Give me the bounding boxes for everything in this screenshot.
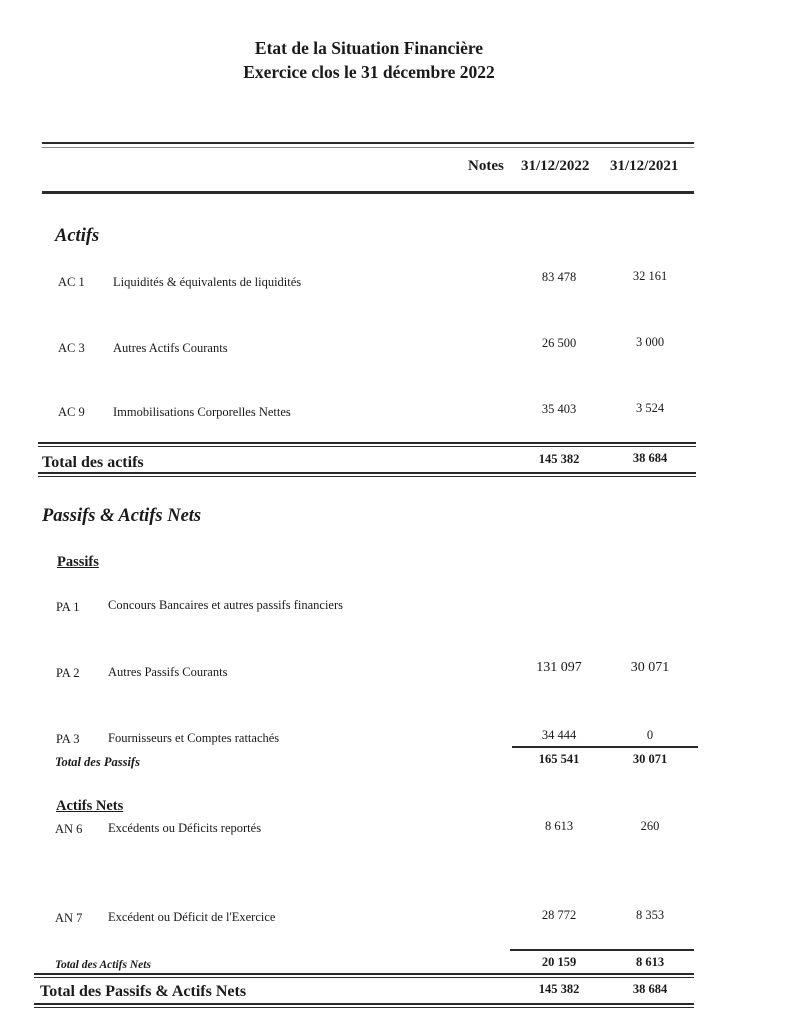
row-value-2021: 260 bbox=[640, 819, 660, 833]
column-header-2022: 31/12/2022 bbox=[521, 158, 590, 174]
document-subtitle: Exercice clos le 31 décembre 2022 bbox=[243, 62, 495, 82]
total-label: Total des Passifs & Actifs Nets bbox=[40, 983, 247, 1000]
header-top-rule-2 bbox=[42, 147, 694, 148]
total-actifs-bottom-rule bbox=[38, 472, 696, 474]
total-value-2022: 145 382 bbox=[538, 982, 580, 996]
subsection-title-actifs-nets: Actifs Nets bbox=[56, 798, 124, 814]
row-value-2022: 35 403 bbox=[541, 402, 577, 416]
row-label: Excédent ou Déficit de l'Exercice bbox=[108, 910, 276, 924]
row-value-2021: 3 524 bbox=[635, 401, 665, 415]
row-label: Autres Passifs Courants bbox=[108, 665, 228, 679]
total-actifs-nets-rule bbox=[510, 949, 694, 951]
total-value-2021: 8 613 bbox=[635, 955, 665, 969]
row-label: Excédents ou Déficits reportés bbox=[108, 821, 262, 835]
total-label: Total des Passifs bbox=[55, 755, 140, 769]
total-passifs-rule bbox=[512, 746, 698, 748]
row-label: Fournisseurs et Comptes rattachés bbox=[108, 731, 280, 745]
total-value-2021: 38 684 bbox=[632, 451, 668, 465]
row-label: Immobilisations Corporelles Nettes bbox=[113, 405, 291, 419]
section-title-actifs: Actifs bbox=[55, 226, 100, 246]
total-label: Total des actifs bbox=[42, 454, 144, 471]
row-label: Liquidités & équivalents de liquidités bbox=[113, 275, 302, 289]
row-value-2021: 32 161 bbox=[632, 269, 668, 283]
row-value-2021: 0 bbox=[646, 728, 654, 742]
subsection-title-passifs: Passifs bbox=[57, 554, 99, 570]
column-header-2021: 31/12/2021 bbox=[610, 158, 679, 174]
grand-total-bottom-rule-2 bbox=[34, 1007, 694, 1008]
row-value-2021: 3 000 bbox=[635, 335, 665, 349]
header-bottom-rule bbox=[42, 191, 694, 194]
row-label: Concours Bancaires et autres passifs financiers bbox=[108, 598, 343, 612]
row-label: Autres Actifs Courants bbox=[113, 341, 228, 355]
row-value-2022: 8 613 bbox=[544, 819, 574, 833]
total-actifs-top-rule-2 bbox=[38, 446, 696, 447]
row-code: AC 1 bbox=[58, 275, 85, 289]
row-value-2021: 8 353 bbox=[635, 908, 665, 922]
total-value-2022: 20 159 bbox=[541, 955, 577, 969]
document-title: Etat de la Situation Financière bbox=[254, 38, 484, 58]
header-top-rule bbox=[42, 142, 694, 144]
row-code: PA 1 bbox=[56, 600, 80, 614]
total-value-2021: 38 684 bbox=[632, 982, 668, 996]
row-value-2022: 83 478 bbox=[541, 270, 577, 284]
total-actifs-top-rule bbox=[38, 442, 696, 444]
row-code: PA 2 bbox=[56, 666, 80, 680]
total-value-2022: 145 382 bbox=[538, 452, 580, 466]
row-value-2022: 26 500 bbox=[541, 336, 577, 350]
row-value-2022: 131 097 bbox=[536, 660, 582, 675]
row-value-2022: 34 444 bbox=[541, 728, 577, 742]
grand-total-bottom-rule bbox=[34, 1003, 694, 1005]
grand-total-top-rule bbox=[34, 973, 694, 975]
total-label: Total des Actifs Nets bbox=[55, 959, 151, 971]
row-code: PA 3 bbox=[56, 732, 80, 746]
grand-total-top-rule-2 bbox=[34, 977, 694, 978]
row-code: AN 6 bbox=[55, 822, 83, 836]
total-value-2022: 165 541 bbox=[538, 752, 580, 766]
row-code: AC 9 bbox=[58, 405, 85, 419]
column-header-notes: Notes bbox=[468, 158, 504, 174]
total-actifs-bottom-rule-2 bbox=[38, 476, 696, 477]
row-code: AN 7 bbox=[55, 911, 83, 925]
total-value-2021: 30 071 bbox=[632, 752, 668, 766]
row-value-2021: 30 071 bbox=[630, 660, 670, 675]
section-title-passifs-actifs-nets: Passifs & Actifs Nets bbox=[42, 506, 202, 526]
row-value-2022: 28 772 bbox=[541, 908, 577, 922]
row-code: AC 3 bbox=[58, 341, 85, 355]
